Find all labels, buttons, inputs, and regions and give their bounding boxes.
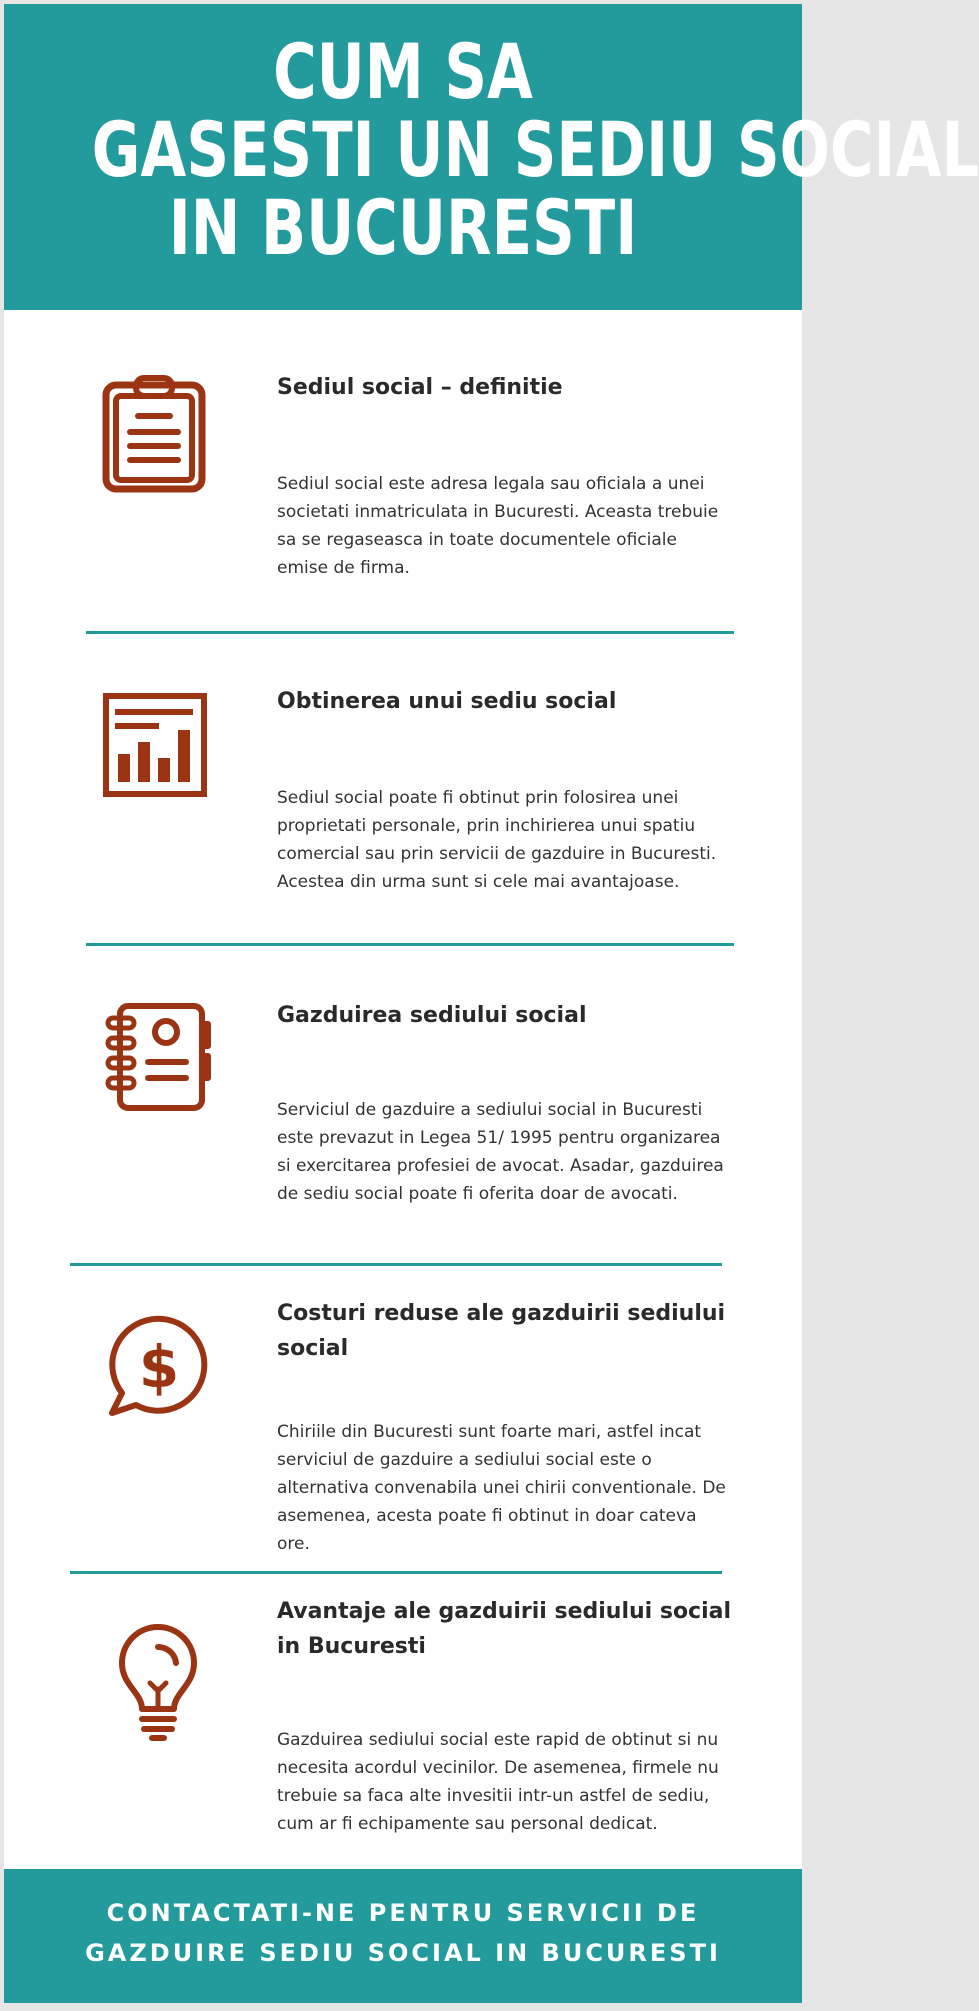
header-banner bbox=[4, 4, 979, 310]
clipboard-icon bbox=[98, 370, 218, 490]
section-body: Gazduirea sediului social este rapid de obtinut si nu necesita acordul vecinilor. De asemenea, firmele nu trebuie sa faca alte invesitii intr-un astfel de sediu, cum ar fi echipamente sau personal dedicat. bbox=[277, 1730, 719, 1834]
section-title: Costuri reduse ale gazduirii sediului social bbox=[277, 1301, 726, 1361]
section-body: Sediul social este adresa legala sau oficiala a unei societati inmatriculata in Bucuresti. Aceasta trebuie sa se regaseasca in toate documentele oficiale emise de firma. bbox=[277, 474, 719, 578]
section-title: Avantaje ale gazduirii sediului social in Bucuresti bbox=[277, 1599, 732, 1659]
address-book-icon bbox=[98, 998, 218, 1118]
section-obtaining bbox=[4, 634, 802, 942]
page-title-line-2: GASESTI UN SEDIU SOCIAL bbox=[91, 105, 979, 194]
footer-line-1: CONTACTATI-NE PENTRU SERVICII DE bbox=[106, 1899, 700, 1927]
svg-text:$: $ bbox=[138, 1333, 180, 1401]
section-hosting bbox=[4, 946, 802, 1264]
lightbulb-icon bbox=[98, 1623, 218, 1743]
dollar-speech-bubble-icon bbox=[98, 1309, 218, 1429]
section-title: Gazduirea sediului social bbox=[277, 1003, 587, 1028]
page-title-line-1: CUM SA bbox=[273, 27, 533, 116]
footer-banner bbox=[4, 1869, 802, 2003]
infographic-page bbox=[4, 4, 979, 2003]
section-body: Sediul social poate fi obtinut prin folosirea unei proprietati personale, prin inchirierea unui spatiu comercial sau prin servicii de gazduire in Bucuresti. Acestea din urma sunt si cele mai avantajoase. bbox=[277, 788, 717, 892]
section-advantages bbox=[4, 1574, 802, 1869]
section-body: Serviciul de gazduire a sediului social in Bucuresti este prevazut in Legea 51/ 1995 pentru organizarea si exercitarea profesiei de avocat. Asadar, gazduirea de sediu social poate fi oferita doar de avocati. bbox=[277, 1100, 724, 1204]
section-body: Chiriile din Bucuresti sunt foarte mari, astfel incat serviciul de gazduire a sediului social este o alternativa convenabila unei chirii conventionale. De asemenea, acesta poate fi obtinut in doar cateva ore. bbox=[277, 1422, 726, 1554]
section-definition bbox=[4, 310, 802, 632]
section-title: Obtinerea unui sediu social bbox=[277, 689, 617, 714]
footer-line-2: GAZDUIRE SEDIU SOCIAL IN BUCURESTI bbox=[85, 1939, 721, 1967]
section-title: Sediul social – definitie bbox=[277, 375, 563, 400]
page-title-line-3: IN BUCURESTI bbox=[168, 183, 638, 272]
bar-chart-icon bbox=[98, 688, 218, 808]
section-costs bbox=[4, 1266, 802, 1572]
